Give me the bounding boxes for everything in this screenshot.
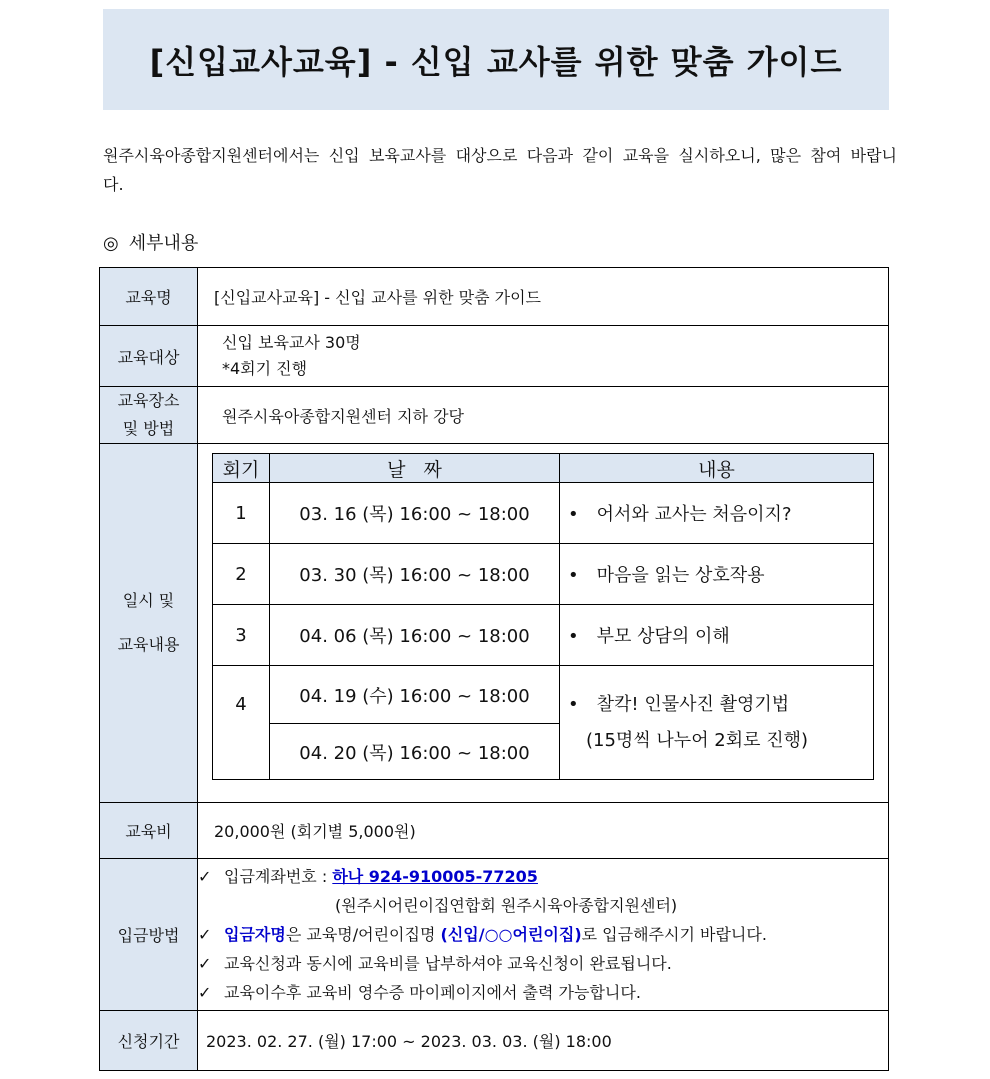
row-fee [100, 803, 889, 859]
session-no: 1 [213, 483, 270, 544]
value-place: 원주시육아종합지원센터 지하 강당 [198, 387, 889, 444]
session-date: 04. 19 (수) 16:00 ~ 18:00 [270, 666, 560, 724]
label-target: 교육대상 [100, 326, 198, 387]
session-no: 3 [213, 605, 270, 666]
schedule-table [212, 453, 874, 780]
session-content-text: 부모 상담의 이해 [596, 626, 730, 647]
row-period [100, 1011, 889, 1071]
value-target [198, 326, 889, 387]
schedule-header-row [213, 454, 874, 483]
bullet-icon: • [568, 693, 579, 715]
name-rule-tail: 로 입금해주시기 바랍니다. [581, 925, 767, 944]
label-schedule-line-2: 교육내용 [117, 635, 180, 654]
header-date: 날 짜 [270, 454, 560, 483]
page-title: [신입교사교육] - 신입 교사를 위한 맞춤 가이드 [149, 42, 843, 81]
session-no: 4 [213, 666, 270, 780]
value-payment [198, 859, 889, 1011]
name-rule-example: (신입/○○어린이집) [440, 925, 582, 944]
session-content [560, 605, 874, 666]
table-row [213, 544, 874, 605]
section-label: 세부내용 [128, 233, 199, 254]
session-content-text: 마음을 읽는 상호작용 [596, 565, 765, 586]
row-course-name [100, 268, 889, 326]
session-content [560, 666, 874, 780]
label-place-line-1: 교육장소 [117, 391, 180, 410]
label-schedule-line-1: 일시 및 [122, 591, 175, 610]
label-place [100, 387, 198, 444]
details-table [99, 267, 889, 1071]
title-banner [103, 9, 889, 110]
target-line-1: 신입 보육교사 30명 [222, 333, 361, 352]
account-number: 하나 924-910005-77205 [332, 867, 538, 886]
notice-1-text: 교육신청과 동시에 교육비를 납부하셔야 교육신청이 완료됩니다. [224, 954, 672, 973]
session-date: 04. 06 (목) 16:00 ~ 18:00 [270, 605, 560, 666]
session-content-text: 찰칵! 인물사진 촬영기법 [596, 693, 790, 715]
payment-name-rule [198, 920, 888, 949]
label-place-line-2: 및 방법 [122, 419, 175, 438]
check-icon: ✓ [198, 925, 212, 944]
session-date: 03. 16 (목) 16:00 ~ 18:00 [270, 483, 560, 544]
session-date-2: 04. 20 (목) 16:00 ~ 18:00 [270, 724, 560, 780]
schedule-cell [198, 444, 889, 803]
row-payment [100, 859, 889, 1011]
label-course-name: 교육명 [100, 268, 198, 326]
header-content: 내용 [560, 454, 874, 483]
row-place [100, 387, 889, 444]
value-period: 2023. 02. 27. (월) 17:00 ~ 2023. 03. 03. (월) 18:00 [198, 1011, 889, 1071]
table-row [213, 605, 874, 666]
session-content-note: (15명씩 나누어 2회로 진행) [586, 729, 809, 751]
payment-notice-1 [198, 949, 888, 978]
check-icon: ✓ [198, 983, 212, 1002]
table-row [213, 666, 874, 724]
session-content [560, 544, 874, 605]
payment-account-line [198, 862, 888, 891]
value-course-name: [신입교사교육] - 신입 교사를 위한 맞춤 가이드 [198, 268, 889, 326]
header-session: 회기 [213, 454, 270, 483]
account-label: 입금계좌번호 : [224, 867, 333, 886]
session-content-text: 어서와 교사는 처음이지? [596, 504, 792, 525]
label-payment: 입금방법 [100, 859, 198, 1011]
section-heading [103, 229, 198, 255]
label-period: 신청기간 [100, 1011, 198, 1071]
label-fee: 교육비 [100, 803, 198, 859]
row-target [100, 326, 889, 387]
session-content [560, 483, 874, 544]
bullet-icon: • [568, 626, 579, 647]
target-line-2: *4회기 진행 [222, 359, 308, 378]
table-row [213, 483, 874, 544]
intro-paragraph: 원주시육아종합지원센터에서는 신입 보육교사를 대상으로 다음과 같이 교육을 실시하오니, 많은 참여 바랍니다. [103, 146, 897, 194]
bullet-icon: • [568, 565, 579, 586]
check-icon: ✓ [198, 867, 212, 886]
row-schedule [100, 444, 889, 803]
check-icon: ✓ [198, 954, 212, 973]
notice-2-text: 교육이수후 교육비 영수증 마이페이지에서 출력 가능합니다. [224, 983, 641, 1002]
payment-notice-2 [198, 978, 888, 1007]
bullet-icon: • [568, 504, 579, 525]
name-rule-mid: 은 교육명/어린이집명 [285, 925, 441, 944]
double-circle-icon: ◎ [103, 233, 119, 254]
account-holder: (원주시어린이집연합회 원주시육아종합지원센터) [335, 896, 678, 915]
session-date: 03. 30 (목) 16:00 ~ 18:00 [270, 544, 560, 605]
session-no: 2 [213, 544, 270, 605]
label-schedule [100, 444, 198, 803]
value-fee: 20,000원 (회기별 5,000원) [198, 803, 889, 859]
depositor-name-label: 입금자명 [224, 925, 286, 944]
